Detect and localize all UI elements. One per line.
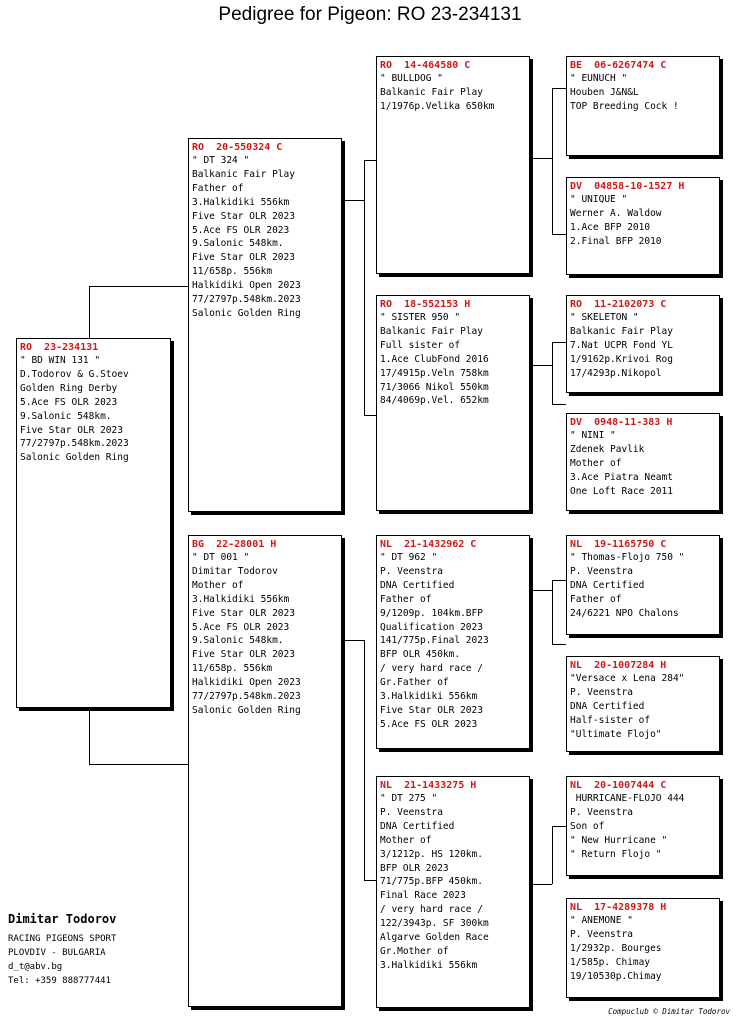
pedigree-line: Father of <box>192 182 244 194</box>
pedigree-line: 11/658p. 556km <box>192 663 273 675</box>
owner-email[interactable]: d_t@abv.bg <box>8 962 63 972</box>
page-title: Pedigree for Pigeon: RO 23-234131 <box>218 4 522 25</box>
pedigree-line: Balkanic Fair Play <box>380 86 483 98</box>
pedigree-line: BFP OLR 2023 <box>380 862 449 874</box>
pedigree-line: 122/3943p. SF 300km <box>380 918 489 930</box>
pedigree-line: 5.Ace FS OLR 2023 <box>192 224 290 236</box>
pedigree-line: P. Veenstra <box>570 928 633 940</box>
pedigree-line: Mother of <box>192 579 244 591</box>
connector <box>552 342 553 404</box>
pedigree-line: 71/775p.BFP 450km. <box>380 876 483 888</box>
pedigree-line: Balkanic Fair Play <box>570 325 673 337</box>
connector <box>552 88 566 89</box>
ring-number: RO 20-550324 C <box>192 142 283 153</box>
pedigree-card-dam-dam[interactable] <box>376 776 530 1008</box>
pedigree-line: HURRICANE-FLOJO 444 <box>570 793 685 804</box>
pedigree-line: Five Star OLR 2023 <box>192 607 295 619</box>
pedigree-line: " Thomas-Flojo 750 " <box>570 552 685 563</box>
pedigree-card-sire-dam[interactable] <box>376 295 530 511</box>
pedigree-line: 1/2932p. Bourges <box>570 942 662 954</box>
owner-line: PLOVDIV - BULGARIA <box>8 948 106 958</box>
pedigree-line: " DT 962 " <box>380 552 438 563</box>
ring-number: NL 19-1165750 C <box>570 539 667 550</box>
owner-line: RACING PIGEONS SPORT <box>8 934 117 944</box>
pedigree-card-dss[interactable] <box>566 535 720 635</box>
software-credit: Compuclub © Dimitar Todorov <box>608 1007 730 1016</box>
pedigree-line: " DT 001 " <box>192 552 250 563</box>
connector <box>342 200 364 201</box>
pedigree-line: 5.Ace FS OLR 2023 <box>380 718 478 730</box>
pedigree-line: 9.Salonic 548km. <box>192 635 284 647</box>
pedigree-line: " BULLDOG " <box>380 73 443 84</box>
pedigree-line: One Loft Race 2011 <box>570 485 673 497</box>
pedigree-line: 1.Ace BFP 2010 <box>570 221 651 233</box>
pedigree-line: Zdenek Pavlik <box>570 443 645 455</box>
ring-number: RO 11-2102073 C <box>570 299 667 310</box>
connector <box>364 415 376 416</box>
pedigree-line: 19/10530p.Chimay <box>570 970 662 982</box>
pedigree-card-sire-sire[interactable] <box>376 56 530 274</box>
pedigree-line: " DT 275 " <box>380 793 438 804</box>
pedigree-line: Dimitar Todorov <box>192 565 278 577</box>
pedigree-line: 1/585p. Chimay <box>570 956 651 968</box>
pedigree-line: 3.Ace Piatra Neamt <box>570 471 673 483</box>
ring-number: NL 17-4289378 H <box>570 902 667 913</box>
ring-number: RO 14-464580 C <box>380 60 471 71</box>
pedigree-line: Five Star OLR 2023 <box>380 704 483 716</box>
pedigree-line: Five Star OLR 2023 <box>192 210 295 222</box>
pedigree-line: Algarve Golden Race <box>380 932 489 944</box>
ring-number: BG 22-28001 H <box>192 539 277 550</box>
pedigree-card-sire[interactable] <box>188 138 342 512</box>
pedigree-line: "Versace x Lena 284" <box>570 673 685 684</box>
pedigree-line: Balkanic Fair Play <box>380 325 483 337</box>
pedigree-line: Halkidiki Open 2023 <box>192 280 301 292</box>
connector <box>89 286 188 287</box>
pedigree-line: 7.Nat UCPR Fond YL <box>570 339 673 351</box>
ring-number: DV 0948-11-383 H <box>570 417 673 428</box>
ring-number: RO 18-552153 H <box>380 299 471 310</box>
pedigree-line: " Return Flojo " <box>570 848 662 860</box>
pedigree-card-ssd[interactable] <box>566 177 720 275</box>
pedigree-line: 17/4293p.Nikopol <box>570 367 662 379</box>
pedigree-line: 3.Halkidiki 556km <box>192 593 290 605</box>
connector <box>552 826 566 827</box>
pedigree-line: Salonic Golden Ring <box>192 307 301 319</box>
pedigree-line: " New Hurricane " <box>570 834 668 846</box>
pedigree-line: 3.Halkidiki 556km <box>380 691 478 703</box>
connector <box>552 342 566 343</box>
pedigree-line: P. Veenstra <box>380 565 443 577</box>
pedigree-line: 5.Ace FS OLR 2023 <box>192 621 290 633</box>
connector <box>364 160 365 415</box>
pedigree-line: 77/2797p.548km.2023 <box>192 691 301 703</box>
connector <box>89 708 90 764</box>
pedigree-line: Werner A. Waldow <box>570 207 662 219</box>
connector <box>364 880 376 881</box>
pedigree-line: D.Todorov & G.Stoev <box>20 368 129 380</box>
connector <box>364 160 376 161</box>
connector <box>552 234 566 235</box>
pedigree-line: 3.Halkidiki 556km <box>192 196 290 208</box>
pedigree-line: Halkidiki Open 2023 <box>192 677 301 689</box>
pedigree-line: / very hard race / <box>380 904 483 916</box>
owner-contact <box>8 912 116 988</box>
connector <box>552 826 553 884</box>
pedigree-line: DNA Certified <box>380 579 455 591</box>
pedigree-line: Five Star OLR 2023 <box>20 424 123 436</box>
pedigree-line: " UNIQUE " <box>570 194 628 205</box>
pedigree-line: " ANEMONE " <box>570 915 633 926</box>
pedigree-line: Father of <box>380 593 432 605</box>
pedigree-line: Son of <box>570 820 605 832</box>
pedigree-line: Final Race 2023 <box>380 890 466 902</box>
pedigree-line: 9.Salonic 548km. <box>192 238 284 250</box>
pedigree-line: Gr.Mother of <box>380 945 449 957</box>
pedigree-card-subject[interactable] <box>16 338 171 708</box>
connector <box>552 644 566 645</box>
pedigree-line: Houben J&N&L <box>570 86 639 98</box>
pedigree-line: 9/1209p. 104km.BFP <box>380 607 483 619</box>
pedigree-card-dsd[interactable] <box>566 656 720 752</box>
connector <box>530 884 552 885</box>
pedigree-line: " EUNUCH " <box>570 73 628 84</box>
pedigree-line: 3/1212p. HS 120km. <box>380 848 483 860</box>
pedigree-line: 84/4069p.Vel. 652km <box>380 395 489 407</box>
connector <box>530 590 552 591</box>
pedigree-line: DNA Certified <box>380 820 455 832</box>
owner-name: Dimitar Todorov <box>8 912 117 926</box>
pedigree-line: "Ultimate Flojo" <box>570 728 662 740</box>
pedigree-card-ddd[interactable] <box>566 898 720 998</box>
ring-number: RO 23-234131 <box>20 342 99 353</box>
connector <box>89 764 188 765</box>
owner-phone: Tel: +359 888777441 <box>8 976 111 986</box>
pedigree-line: Golden Ring Derby <box>20 382 118 394</box>
ring-number: NL 21-1432962 C <box>380 539 477 550</box>
pedigree-line: DNA Certified <box>570 700 645 712</box>
pedigree-line: 5.Ace FS OLR 2023 <box>20 396 118 408</box>
connector <box>89 286 90 338</box>
pedigree-line: Five Star OLR 2023 <box>192 649 295 661</box>
connector <box>530 158 552 159</box>
pedigree-line: " NINI " <box>570 430 616 441</box>
connector <box>530 365 552 366</box>
pedigree-line: DNA Certified <box>570 579 645 591</box>
pedigree-line: Mother of <box>570 457 622 469</box>
pedigree-line: Half-sister of <box>570 714 651 726</box>
pedigree-line: Mother of <box>380 834 432 846</box>
pedigree-line: 3.Halkidiki 556km <box>380 959 478 971</box>
ring-number: NL 20-1007444 C <box>570 780 667 791</box>
pedigree-line: 77/2797p.548km.2023 <box>192 294 301 306</box>
pedigree-line: 2.Final BFP 2010 <box>570 235 662 247</box>
connector <box>364 640 365 880</box>
pedigree-line: BFP OLR 450km. <box>380 649 461 661</box>
pedigree-line: P. Veenstra <box>570 565 633 577</box>
pedigree-line: Full sister of <box>380 339 461 351</box>
connector <box>552 404 566 405</box>
pedigree-line: 141/775p.Final 2023 <box>380 635 489 647</box>
pedigree-line: " DT 324 " <box>192 155 250 166</box>
connector <box>552 580 553 644</box>
pedigree-card-dam[interactable] <box>188 535 342 1007</box>
ring-number: NL 21-1433275 H <box>380 780 477 791</box>
pedigree-line: 1/1976p.Velika 650km <box>380 100 495 112</box>
pedigree-line: 17/4915p.Veln 758km <box>380 367 489 379</box>
pedigree-line: 71/3066 Nikol 550km <box>380 381 489 393</box>
pedigree-card-sds[interactable] <box>566 295 720 393</box>
pedigree-line: / very hard race / <box>380 663 483 675</box>
connector <box>552 580 566 581</box>
ring-number: DV 04858-10-1527 H <box>570 181 685 192</box>
ring-number: BE 06-6267474 C <box>570 60 667 71</box>
pedigree-line: Qualification 2023 <box>380 621 483 633</box>
pedigree-line: " SISTER 950 " <box>380 312 461 323</box>
pedigree-line: 24/6221 NPO Chalons <box>570 607 679 619</box>
pedigree-line: TOP Breeding Cock ! <box>570 100 679 112</box>
pedigree-line: " SKELETON " <box>570 312 639 323</box>
pedigree-line: 77/2797p.548km.2023 <box>20 438 129 450</box>
pedigree-card-dds[interactable] <box>566 776 720 876</box>
pedigree-line: 1/9162p.Krivoi Rog <box>570 353 673 365</box>
pedigree-card-sdd[interactable] <box>566 413 720 511</box>
pedigree-line: P. Veenstra <box>570 806 633 818</box>
pedigree-line: P. Veenstra <box>570 686 633 698</box>
pedigree-line: 9.Salonic 548km. <box>20 410 112 422</box>
pedigree-line: Gr.Father of <box>380 677 449 689</box>
pedigree-line: 11/658p. 556km <box>192 266 273 278</box>
pedigree-line: Salonic Golden Ring <box>20 452 129 464</box>
pedigree-line: " BD WIN 131 " <box>20 355 101 366</box>
pedigree-line: P. Veenstra <box>380 806 443 818</box>
pedigree-line: 1.Ace ClubFond 2016 <box>380 353 489 365</box>
pedigree-card-sss[interactable] <box>566 56 720 156</box>
ring-number: NL 20-1007284 H <box>570 660 667 671</box>
connector <box>552 88 553 234</box>
pedigree-card-dam-sire[interactable] <box>376 535 530 749</box>
pedigree-line: Father of <box>570 593 622 605</box>
pedigree-line: Salonic Golden Ring <box>192 704 301 716</box>
pedigree-line: Balkanic Fair Play <box>192 168 295 180</box>
connector <box>342 640 364 641</box>
pedigree-line: Five Star OLR 2023 <box>192 252 295 264</box>
